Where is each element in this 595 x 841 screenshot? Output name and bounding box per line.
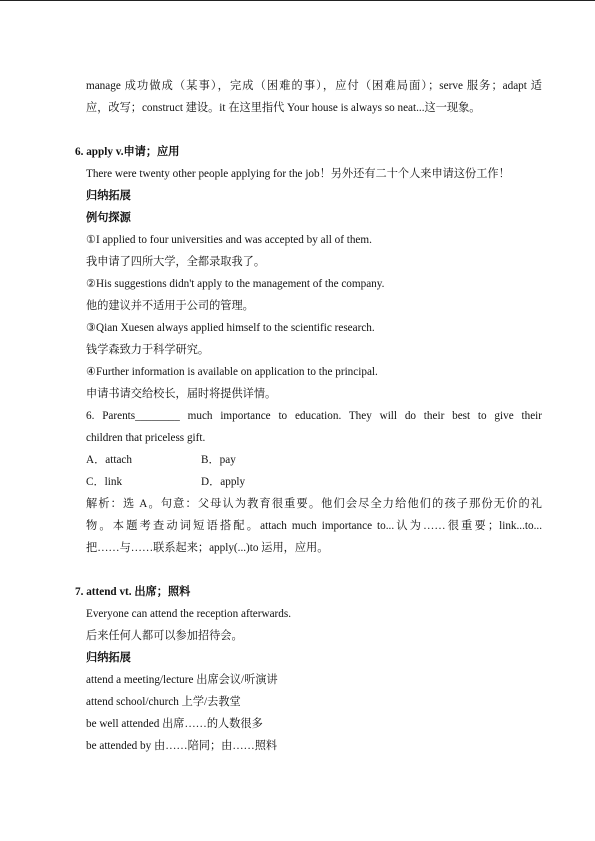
example-3-chinese: 钱学森致力于科学研究。 (86, 344, 210, 356)
question-6-line-2: children that priceless gift. (86, 432, 206, 444)
phrase-2: attend school/church 上学/去教堂 (86, 696, 241, 708)
phrase-3: be well attended 出席……的人数很多 (86, 718, 263, 730)
section-6-subheading-induction: 归纳拓展 (86, 190, 131, 202)
phrase-4: be attended by 由……陪同；由……照料 (86, 740, 278, 752)
page-top-rule (0, 0, 595, 1)
phrase-1: attend a meeting/lecture 出席会议/听演讲 (86, 674, 278, 686)
explanation-line-3: 把……与……联系起来；apply(...)to 运用，应用。 (86, 542, 329, 554)
option-b: B．pay (201, 454, 236, 466)
section-6-heading: 6. apply v.申请；应用 (75, 146, 180, 158)
intro-line-1: manage 成功做成（某事），完成（困难的事），应付（困难局面）；serve 服务；adapt 适 (86, 80, 542, 92)
example-1-chinese: 我申请了四所大学，全都录取我了。 (86, 256, 266, 268)
option-a: A．attach (86, 454, 132, 466)
explanation-line-1: 解析：选 A。句意：父母认为教育很重要。他们会尽全力给他们的孩子那份无价的礼 (86, 498, 542, 510)
example-4-english: ④Further information is available on application to the principal. (86, 366, 378, 378)
explanation-line-2: 物。本题考查动词短语搭配。attach much importance to...认为……很重要；link...to... (86, 520, 542, 532)
intro-line-2: 应，改写；construct 建设。it 在这里指代 Your house is always so neat...这一现象。 (86, 102, 481, 114)
example-1-english: ①I applied to four universities and was accepted by all of them. (86, 234, 372, 246)
option-c: C．link (86, 476, 123, 488)
question-6-line-1: 6. Parents________ much importance to education. They will do their best to give their (86, 410, 542, 422)
section-7-heading: 7. attend vt. 出席；照料 (75, 586, 191, 598)
example-2-english: ②His suggestions didn't apply to the management of the company. (86, 278, 385, 290)
section-6-subheading-examples: 例句探源 (86, 212, 131, 224)
section-7-subheading-induction: 归纳拓展 (86, 652, 131, 664)
example-3-english: ③Qian Xuesen always applied himself to the scientific research. (86, 322, 375, 334)
example-2-chinese: 他的建议并不适用于公司的管理。 (86, 300, 254, 312)
section-6-example: There were twenty other people applying for the job！另外还有二十个人来申请这份工作！ (86, 168, 510, 180)
section-7-example-english: Everyone can attend the reception afterwards. (86, 608, 292, 620)
section-7-example-chinese: 后来任何人都可以参加招待会。 (86, 630, 243, 642)
option-d: D．apply (201, 476, 246, 488)
example-4-chinese: 申请书请交给校长，届时将提供详情。 (86, 388, 277, 400)
